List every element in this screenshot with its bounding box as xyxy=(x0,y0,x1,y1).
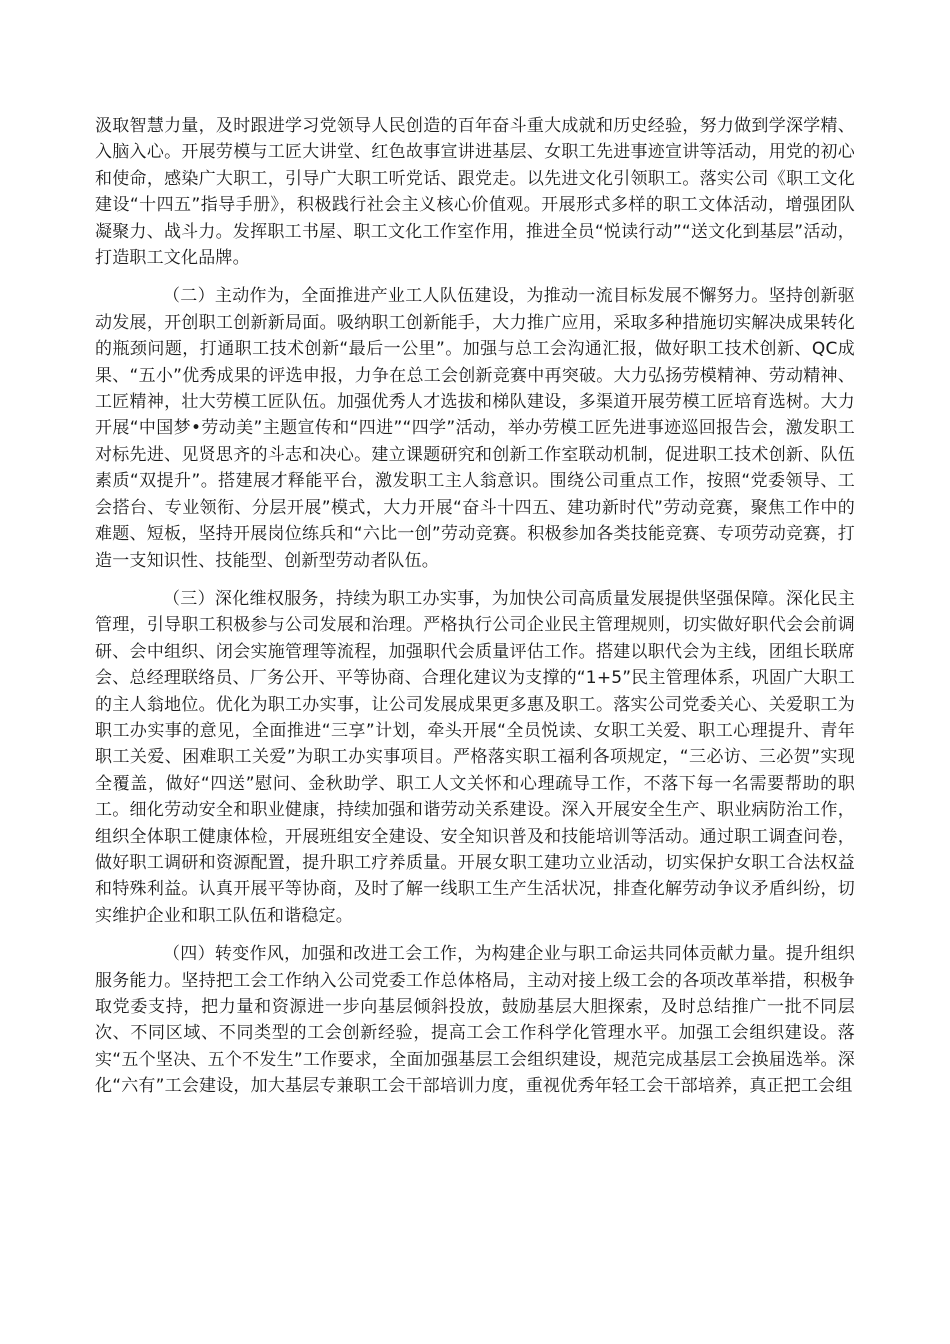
paragraph-section-3: （三）深化维权服务，持续为职工办实事，为加快公司高质量发展提供坚强保障。深化民主管理，引导职工积极参与公司发展和治理。严格执行公司企业民主管理规则，切实做好职代会会前调研、会中组织、闭会实施管理等流程，加强职代会质量评估工作。搭建以职代会为主线，团组长联席会、总经理联络员、厂务公开、平等协商、合理化建议为支撑的“1+5”民主管理体系，巩固广大职工的主人翁地位。优化为职工办实事，让公司发展成果更多惠及职工。落实公司党委关心、关爱职工为职工办实事的意见，全面推进“三享”计划，牵头开展“全员悦读、女职工关爱、职工心理提升、青年职工关爱、困难职工关爱”为职工办实事项目。严格落实职工福利各项规定，“三必访、三必贺”实现全覆盖，做好“四送”慰问、金秋助学、职工人文关怀和心理疏导工作，不落下每一名需要帮助的职工。细化劳动安全和职业健康，持续加强和谐劳动关系建设。深入开展安全生产、职业病防治工作，组织全体职工健康体检，开展班组安全建设、安全知识普及和技能培训等活动。通过职工调查问卷，做好职工调研和资源配置，提升职工疗养质量。开展女职工建功立业活动，切实保护女职工合法权益和特殊利益。认真开展平等协商，及时了解一线职工生产生活状况，排查化解劳动争议矛盾纠纷，切实维护企业和职工队伍和谐稳定。 xyxy=(95,588,855,926)
paragraph-section-2: （二）主动作为，全面推进产业工人队伍建设，为推动一流目标发展不懈努力。坚持创新驱动发展，开创职工创新新局面。吸纳职工创新能手，大力推广应用，采取多种措施切实解决成果转化的瓶颈问题，打通职工技术创新“最后一公里”。加强与总工会沟通汇报，做好职工技术创新、QC成果、“五小”优秀成果的评选申报，力争在总工会创新竞赛中再突破。大力弘扬劳模精神、劳动精神、工匠精神，壮大劳模工匠队伍。加强优秀人才选拔和梯队建设，多渠道开展劳模工匠培育选树。大力开展“中国梦•劳动美”主题宣传和“四进”“四学”活动，举办劳模工匠先进事迹巡回报告会，激发职工对标先进、见贤思齐的斗志和决心。建立课题研究和创新工作室联动机制，促进职工技术创新、队伍素质“双提升”。搭建展才释能平台，激发职工主人翁意识。围绕公司重点工作，按照“党委领导、工会搭台、专业领衔、分层开展”模式，大力开展“奋斗十四五、建功新时代”劳动竞赛，聚焦工作中的难题、短板，坚持开展岗位练兵和“六比一创”劳动竞赛。积极参加各类技能竞赛、专项劳动竞赛，打造一支知识性、技能型、创新型劳动者队伍。 xyxy=(95,286,855,571)
paragraph-continuation: 汲取智慧力量，及时跟进学习党领导人民创造的百年奋斗重大成就和历史经验，努力做到学深学精、入脑入心。开展劳模与工匠大讲堂、红色故事宣讲进基层、女职工先进事迹宣讲等活动，用党的初心和使命，感染广大职工，引导广大职工听党话、跟党走。以先进文化引领职工。落实公司《职工文化建设“十四五”指导手册》，积极践行社会主义核心价值观。开展形式多样的职工文体活动，增强团队凝聚力、战斗力。发挥职工书屋、职工文化工作室作用，推进全员“悦读行动”“送文化到基层”活动，打造职工文化品牌。 xyxy=(95,116,855,269)
paragraph-section-4: （四）转变作风，加强和改进工会工作，为构建企业与职工命运共同体贡献力量。提升组织服务能力。坚持把工会工作纳入公司党委工作总体格局，主动对接上级工会的各项改革举措，积极争取党委支持，把力量和资源进一步向基层倾斜投放，鼓励基层大胆探索，及时总结推广一批不同层次、不同区域、不同类型的工会创新经验，提高工会工作科学化管理水平。加强工会组织建设。落实“五个坚决、五个不发生”工作要求，全面加强基层工会组织建设，规范完成基层工会换届选举。深化“六有”工会建设，加大基层专兼职工会干部培训力度，重视优秀年轻工会干部培养，真正把工会组 xyxy=(95,944,855,1097)
document-page xyxy=(95,113,855,1112)
